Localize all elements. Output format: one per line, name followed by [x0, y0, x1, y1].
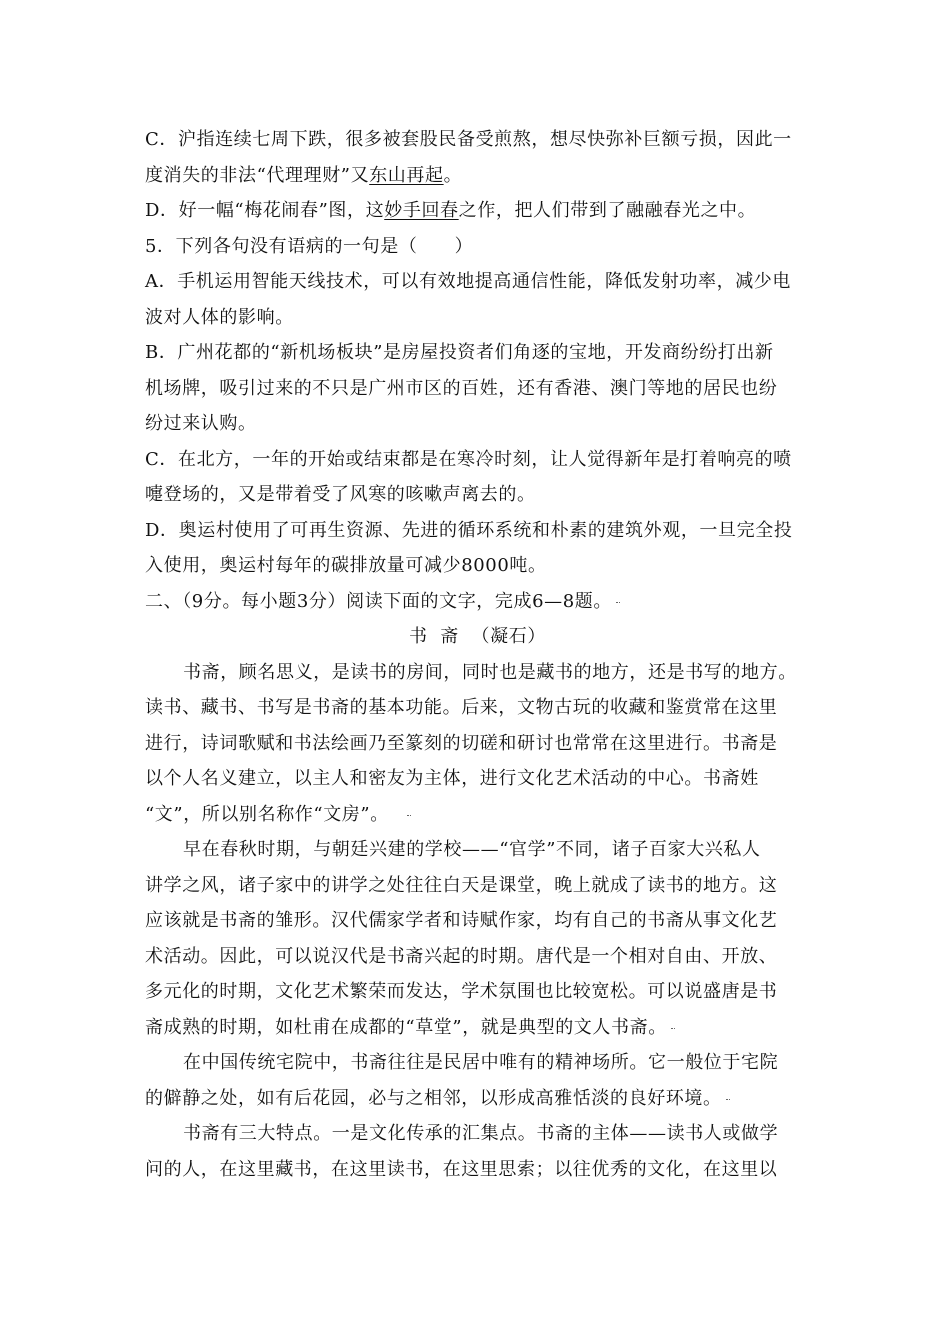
paragraph-mark: [616, 601, 620, 603]
q4-option-c-end: 。: [443, 164, 463, 186]
passage-p4-line-2: 问的人，在这里藏书，在这里读书，在这里思索；以往优秀的文化，在这里以: [145, 1158, 778, 1180]
q4-option-d: [145, 193, 810, 229]
passage-p2-line-6: 斋成熟的时期，如杜甫在成都的“草堂”，就是典型的文人书斋。: [145, 1010, 810, 1046]
q5-option-d-line-2: 入使用，奥运村每年的碳排放量可减少8000吨。: [145, 555, 547, 576]
q5-option-b-line-1: B．广州花都的“新机场板块”是房屋投资者们角逐的宝地，开发商纷纷打出新: [145, 342, 774, 363]
passage-p1-line-4: 以个人名义建立，以主人和密友为主体，进行文化艺术活动的中心。书斋姓: [145, 768, 759, 789]
q4-option-d-text: D．好一幅“梅花闹春”图，这: [145, 200, 385, 221]
q5-option-a-line-1: A．手机运用智能天线技术，可以有效地提高通信性能，降低发射功率，减少电: [145, 271, 791, 292]
q5-option-b-line-2: 机场牌，吸引过来的不只是广州市区的百姓，还有香港、澳门等地的居民也纷: [145, 377, 778, 399]
q5-option-b-line-3: 纷过来认购。: [145, 413, 257, 434]
passage-p2-line-3: 应该就是书斋的雏形。汉代儒家学者和诗赋作家，均有自己的书斋从事文化艺: [145, 910, 778, 931]
passage-p1-line-1: 书斋，顾名思义，是读书的房间，同时也是藏书的地方，还是书写的地方。: [183, 661, 797, 683]
passage-p3-line-1: 在中国传统宅院中，书斋往往是民居中唯有的精神场所。它一般位于宅院: [183, 1052, 779, 1073]
q4-option-d-end: 之作，把人们带到了融融春光之中。: [458, 200, 757, 221]
section-heading: 二、（9分。每小题3分）阅读下面的文字，完成6—8题。: [145, 584, 810, 620]
underlined-idiom: 东山再起: [369, 164, 444, 186]
passage-p2-line-2: 讲学之风，诸子家中的讲学之处往往白天是课堂，晚上就成了读书的地方。这: [145, 874, 778, 896]
passage-p2-line-5: 多元化的时期，文化艺术繁荣而发达，学术氛围也比较宽松。可以说盛唐是书: [145, 981, 778, 1002]
paragraph-mark: [671, 1027, 675, 1029]
q4-option-c-line-2: [145, 158, 810, 194]
passage-p1-line-2: 读书、藏书、书写是书斋的基本功能。后来，文物古玩的收藏和鉴赏常在这里: [145, 697, 778, 718]
passage-p3-line-2: 的僻静之处，如有后花园，必与之相邻，以形成高雅恬淡的良好环境。: [145, 1081, 810, 1117]
q5-option-c-line-2: 嚏登场的，又是带着受了风寒的咳嗽声离去的。: [145, 484, 536, 505]
passage-title: 书 斋 （凝石）: [409, 626, 546, 647]
page-content: [145, 122, 810, 1187]
passage-p2-line-1: 早在春秋时期，与朝廷兴建的学校——“官学”不同，诸子百家大兴私人: [183, 839, 761, 860]
passage-p2-line-4: 术活动。因此，可以说汉代是书斋兴起的时期。唐代是一个相对自由、开放、: [145, 945, 778, 967]
passage-p1-line-5: “文”，所以别名称作“文房”。: [145, 797, 810, 833]
passage-p4-line-1: 书斋有三大特点。一是文化传承的汇集点。书斋的主体——读书人或做学: [183, 1123, 779, 1144]
q4-option-c-text: 度消失的非法“代理理财”又: [145, 164, 370, 186]
paragraph-mark: [407, 814, 411, 816]
passage-p1-line-3: 进行，诗词歌赋和书法绘画乃至篆刻的切磋和研讨也常常在这里进行。书斋是: [145, 732, 778, 754]
q5-option-d-line-1: D．奥运村使用了可再生资源、先进的循环系统和朴素的建筑外观，一旦完全投: [145, 519, 793, 541]
q4-option-c-line-1: C．沪指连续七周下跌，很多被套股民备受煎熬，想尽快弥补巨额亏损，因此一: [145, 129, 792, 150]
underlined-idiom: 妙手回春: [384, 200, 459, 221]
paragraph-mark: [726, 1098, 730, 1100]
q5-option-c-line-1: C．在北方，一年的开始或结束都是在寒冷时刻，让人觉得新年是打着响亮的喷: [145, 448, 792, 470]
q5-stem: 5．下列各句没有语病的一句是（ ）: [145, 235, 474, 257]
q5-option-a-line-2: 波对人体的影响。: [145, 306, 294, 328]
